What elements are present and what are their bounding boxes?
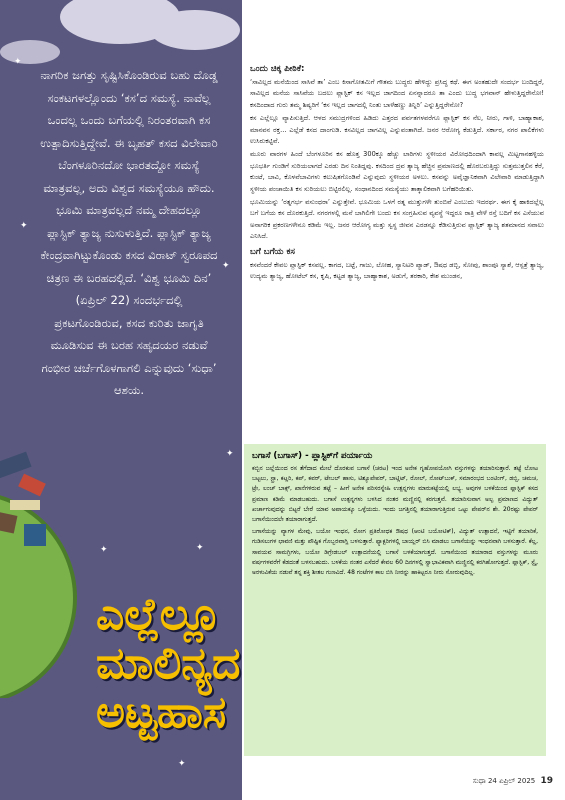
paragraph: ಕಸವೆಂದರೆ ಕೇವಲ ಪ್ಲಾಸ್ಟಿಕ್ ಕಸವಲ್ಲ. ಕಾಗದ, ಬಟ್ಟೆ, ಗಾಜು, ಲೋಹ, ಸ್ಯಾನಿಟರಿ ಪ್ಯಾಡ್, ಔಷಧ ಡಬ್ಬಿ, ಸೋಪು, ಶಾಂಪೂ ಸ್ಯಾಶೆ, ಆಸ್ಪತ್ರೆ ತ್ಯಾಜ್ಯ, ಉದ್ಯಮ ತ್ಯಾಜ್ಯ, ಹೋಟೆಲ್ ಕಸ, ಕೃಷಿ, ಕಟ್ಟಡ ತ್ಯಾಜ್ಯ, ಬಾಹ್ಯಾಕಾಶ, ಅಡುಗೆ, ತರಕಾರಿ, ಕೇಶ ಮುಂಡನ, [250, 260, 544, 281]
headline [96, 590, 242, 737]
sidebar-box-bagasse [244, 444, 546, 756]
earth-garbage-illustration [0, 448, 80, 698]
headline-line-2: ಮಾಲಿನ್ಯದ [96, 638, 241, 689]
star-icon: ✦ [222, 261, 230, 271]
section-heading-types: ಬಗೆ ಬಗೆಯ ಕಸ [250, 246, 295, 257]
star-icon: ✦ [14, 57, 22, 67]
paragraph: ಮೂರು ವಾರಗಳ ಹಿಂದೆ ಬೆಂಗಳೂರಿನ ಕಸ ಹೊತ್ತ 300ಕ್ಕೂ ಹೆಚ್ಚು ಲಾರಿಗಳು ಸ್ಥಳೀಯರ ವಿರೋಧದಿಂದಾಗಿ ಕಾವಲ್ಲ ಮಿಟ್ಟಗಾನಹಳ್ಳಿಯ ಭೂಭರ್ತಿ ಗುಂಡಿಗೆ ಸುರಿಯಲಾಗದೆ ಎರಡು ದಿನ ನಿಂತಿದ್ದವು. ಕಸದಿಂದ ದ್ರವ ತ್ಯಾಜ್ಯ ಹೆಚ್ಚಿನ ಪ್ರಮಾಣದಲ್ಲಿ ಹೊರಬರುತ್ತಿದ್ದು ಸುತ್ತಮುತ್ತಲಿನ ಕೆರೆ, ಕುಂಟೆ, ಬಾವಿ, ಕೊಳವೆಬಾವಿಗಳು ಕಲುಷಿತಗೊಂಡಿವೆ ಎನ್ನುವುದು ಸ್ಥಳೀಯರ ಅಳಲು. ಕಸವನ್ನು ಅವೈಜ್ಞಾನಿಕವಾಗಿ ವಿಲೇವಾರಿ ಮಾಡುತ್ತಿದ್ದಾಗಿ ಸ್ಥಳೀಯ ಪಂಚಾಯಿತಿ ಕಸ ಸುರಿಯಲು ಬಿಟ್ಟಿರಲಿಲ್ಲ. ಸಂಧಾನದಿಂದ ಸಮಸ್ಯೆಯು ತಾತ್ಕಾಲಿಕವಾಗಿ ಬಗೆಹರಿಯಿತು. [250, 150, 544, 193]
section-heading-intro: ಒಂದು ಚಿಕ್ಕ ಪೀಠಿಕೆ: [250, 64, 305, 74]
page-number: 19 [540, 776, 553, 786]
cloud-shape [0, 40, 60, 64]
article-column [250, 64, 544, 285]
star-icon: ✦ [226, 449, 234, 459]
star-icon: ✦ [20, 221, 28, 231]
box-paragraph: ಕಬ್ಬಿನ ಜಲ್ಲೆಯಿಂದ ರಸ ತೆಗೆದಾದ ಮೇಲೆ ದೊರಕುವ ಬಗಾಸೆ (ಚರಟ) ಇಂದ ಅನೇಕ ಗೃಹೋಪಯೋಗಿ ವಸ್ತುಗಳನ್ನು ತಯಾರಿಸುತ್ತಾರೆ. ತಟ್ಟೆ ಲೋಟ ಬಟ್ಟಲು, ಸ್ಟ್ರಾ, ಕಟ್ಲರಿ, ಕಪ್, ಕವರ್, ಟೇಬಲ್ ಹಾಸು, ಟಿಶ್ಯೂಪೇಪರ್, ಬಾಟ್ಲಿಟ್, ರೋಲ್, ನೋಟ್‌ಬುಕ್, ಸಮಾರಂಭದ ಬಂಟಿಂಗ್, ಡಬ್ಬಿ, ಚಮಚ, ಟ್ರೇ, ಲಂಚ್ ಬಾಕ್ಸ್, ಖಾನೆಗಳಿರುವ ತಟ್ಟೆ – ಹೀಗೆ ಅನೇಕ ಪರಿಸರಸ್ನೇಹಿ ಉತ್ಪನ್ನಗಳು ಮಾರುಕಟ್ಟೆಯಲ್ಲಿ ಲಭ್ಯ. ಅವುಗಳ ಬಳಕೆಯಿಂದ ಪ್ಲಾಸ್ಟಿಕ್ ಕಸದ ಪ್ರಮಾಣ ಕಡಿಮೆ ಮಾಡಬಹುದು. ಬಗಾಸೆ ಉತ್ಪನ್ನಗಳು ಬಳಸಿದ ನಂತರ ಮಣ್ಣಿನಲ್ಲಿ ಕರಗುತ್ತವೆ. ತಯಾರಿಸುವಾಗ ಅಲ್ಪ ಪ್ರಮಾಣದ ವಿದ್ಯುತ್ ಖರ್ಚಾಗುವುದನ್ನು ಬಿಟ್ಟರೆ ಬೇರೆ ಯಾವ ಅಪಾಯಕ್ಕೂ ಒಳ್ಳೆಯದು. ಇಂದು ಜಗತ್ತಿನಲ್ಲಿ ತಯಾರಾಗುತ್ತಿರುವ ಒಟ್ಟು ಪೇಪರ್‌ನ ಶೇ. 20ರಷ್ಟು ಪೇಪರ್ ಬಗಾಸೆಯಿಂದಲೇ ತಯಾರಾಗುತ್ತದೆ. [252, 465, 538, 524]
star-icon: ✦ [178, 759, 186, 769]
headline-line-3: ಅಟ್ಟಹಾಸ [96, 687, 227, 738]
paragraph: ‘ಸಾವಿಲ್ಲದ ಮನೆಯಿಂದ ಸಾಸಿವೆ ತಾ’ ಎಂಬ ಕಿಸಾಗೋತಮಿಗೆ ಗೌತಮ ಬುದ್ಧರು ಹೇಳಿದ್ದು ಪ್ರಸಿದ್ಧ ಕಥೆ. ಈಗ ಅಂತಹುದೇ ಸಂದರ್ಭ ಬಂದಿದ್ದರೆ, ಸಾವಿಲ್ಲದ ಮನೆಯ ಸಾಸಿವೆಯ ಬದಲು ಪ್ಲಾಸ್ಟಿಕ್ ಕಸ ಇಲ್ಲದ ಜಾಗದಿಂದ ಏನನ್ನಾದರೂ ತಾ ಎಂದು ಬುದ್ಧ ಭಗವಾನ್ ಹೇಳುತ್ತಿದ್ದರೇನೋ! ಕಸದಿಂದಾದ ಗುರು ತಮ್ಮ ಶಿಷ್ಯರಿಗೆ ‘ಕಸ ಇಲ್ಲದ ಜಾಗದಲ್ಲಿ ನಿಂತು ಬಾಳೆಹಣ್ಣು ತಿನ್ನಿರಿ’ ಎನ್ನುತ್ತಿದ್ದರೇನೋ? [250, 78, 544, 109]
intro-text: ನಾಗರಿಕ ಜಗತ್ತು ಸೃಷ್ಟಿಸಿಕೊಂಡಿರುವ ಬಹು ದೊಡ್ಡ ಸಂಕಟಗಳಲ್ಲೊಂದು ‘ಕಸ’ದ ಸಮಸ್ಯೆ. ನಾವೆಲ್ಲ ಒಂದಲ್ಲ ಒಂದು ಬಗೆಯಲ್ಲಿ ನಿರಂತರವಾಗಿ ಕಸ ಉತ್ಪಾದಿಸುತ್ತಿದ್ದೇವೆ. ಈ ಬೃಹತ್ ಕಸದ ವಿಲೇವಾರಿ ಬೆಂಗಳೂರಿನದೋ ಭಾರತದ್ದೋ ಸಮಸ್ಯೆ ಮಾತ್ರವಲ್ಲ, ಅದು ವಿಶ್ವದ ಸಮಸ್ಯೆಯೂ ಹೌದು. ಭೂಮಿ ಮಾತ್ರವಲ್ಲದೆ ನಮ್ಮ ದೇಹದಲ್ಲೂ ಪ್ಲಾಸ್ಟಿಕ್ ತ್ಯಾಜ್ಯ ನುಸುಳುತ್ತಿದೆ. ಪ್ಲಾಸ್ಟಿಕ್ ತ್ಯಾಜ್ಯ ಕೇಂದ್ರವಾಗಿಟ್ಟುಕೊಂಡು ಕಸದ ವಿರಾಟ್ ಸ್ವರೂಪದ ಚಿತ್ರಣ ಈ ಬರಹದಲ್ಲಿದೆ. ‘ವಿಶ್ವ ಭೂಮಿ ದಿನ’ (ಏಪ್ರಿಲ್ 22) ಸಂದರ್ಭದಲ್ಲಿ ಪ್ರಕಟಗೊಂಡಿರುವ, ಕಸದ ಕುರಿತು ಜಾಗೃತಿ ಮೂಡಿಸುವ ಈ ಬರಹ ಸಹೃದಯರ ನಡುವೆ ಗಂಭೀರ ಚರ್ಚೆಗೊಳಗಾಗಲಿ ಎನ್ನುವುದು ‘ಸುಧಾ’ ಆಶಯ. [40, 68, 218, 397]
page-footer [473, 776, 553, 786]
paragraph: ಕಸ ಎಲ್ಲೆಲ್ಲೂ ವ್ಯಾಪಿಸುತ್ತಿದೆ. ಆಳದ ಸಮುದ್ರಗಳಿಂದ ಹಿಡಿದು ಎತ್ತರದ ಪರ್ವತಗಳವರೆಗೂ ಪ್ಲಾಸ್ಟಿಕ್ ಕಸ ನೆಲ, ನೀರು, ಗಾಳಿ, ಬಾಹ್ಯಾಕಾಶ, ಮಾನವನ ರಕ್ತ... ಎಲ್ಲೆಡೆ ಕಸದ ದಾಂಗುಡಿ. ಕಸವಿಲ್ಲದ ಜಾಗವಿಲ್ಲ ಎನ್ನುವಂತಾಗಿದೆ. ಜನರ ಆರೋಗ್ಯ ಕೆಡುತ್ತಿದೆ. ಸರ್ಕಾರ, ನಗರ ಪಾಲಿಕೆಗಳು ಉಸಿರುಕಟ್ಟಿವೆ. [250, 114, 544, 146]
cloud-shape [150, 10, 240, 50]
box-paragraph: ಬಗಾಸೆಯನ್ನು ವ್ಯಾಗಳ ಮೇವು, ಬಯೋ ಇಂಧನ, ರೋಗ ಪ್ರತಿರೋಧಕ ಔಷಧ (ಆಂಟಿ ಬಯೋಟಿಕ್), ವಿದ್ಯುತ್ ಉತ್ಪಾದನೆ, ಇಟ್ಟಿಗೆ ತಯಾರಿಕೆ, ಗುಡಿಸಲುಗಳ ಛಾವಣಿ ಮತ್ತು ಪೌಷ್ಟಿಕ ಗೊಬ್ಬರವಾಗ್ಲಿ ಬಳಸುತ್ತಾರೆ. ಫ್ಯಾಕ್ಟರಿಗಳಲ್ಲಿ ಬಾಯ್ಲರ್ ಬಿಸಿ ಮಾಡಲು ಬಗಾಸೆಯನ್ನು ಇಂಧನವಾಗಿ ಬಳಸುತ್ತಾರೆ. ಕೆಲ್ಲ, ಸಾವಯವ ಸಾಮಗ್ರಿಗಳು, ಬಯೋ ಡಿಗ್ರೇಡಬಲ್ ಉತ್ಪಾದನೆಯಲ್ಲಿ ಬಗಾಸೆ ಬಳಕೆಯಾಗುತ್ತದೆ. ಬಗಾಸೆಯಿಂದ ತಯಾರಾದ ವಸ್ತುಗಳನ್ನು ಮೂರು ವರ್ಷಗಳವರೆಗೆ ಕೆಡದಂತೆ ಬಳಸಬಹುದು. ಬಳಕೆಯ ನಂತರ ಎಸೆದರೆ ಕೇವಲ 60 ದಿನಗಳಲ್ಲಿ ಸ್ವಾಭಾವಿಕವಾಗಿ ಮಣ್ಣಿನಲ್ಲಿ ಕರಗಿಹೋಗುತ್ತದೆ. ಪ್ಲಾಸ್ಟಿಕ್, ಸ್ಟೈ, ಅರಳುವಿಕೆಯ ನಡುವೆ ತನ್ನ ಶಕ್ತಿ ಶೀತಲ ಗುಣವಿದೆ. 48 ಗಂಟೆಗಳ ಕಾಲ ಬಿಸಿ ನೀರನ್ನು ಹಾಕಿಟ್ಟರೂ ನೀರು ಸೋರುವುದಿಲ್ಲ. [252, 528, 538, 577]
footer-magazine-date: ಸುಧಾ 24 ಏಪ್ರಿಲ್ 2025 [472, 777, 536, 785]
paragraph: ಭೂಮಿಯನ್ನು ‘ರತ್ನಗರ್ಭ ವಸುಂಧರಾ’ ಎನ್ನುತ್ತೇವೆ. ಭೂಮಿಯ ಒಳಗೆ ರತ್ನ ಮುತ್ತುಗಳೇ ತುಂಬಿವೆ ಎಂಬುದು ಇದರರ್ಥ. ಈಗ ಕೈ ಹಾಕಿದಲ್ಲೆಲ್ಲ ಬಗೆ ಬಗೆಯ ಕಸ ದೊರಕುತ್ತಿದೆ. ನಗರಗಳಲ್ಲಿ ಮನೆ ಬಾಗಿಲಿಗೇ ಬಂದು ಕಸ ಸಂಗ್ರಹಿಸುವ ವ್ಯವಸ್ಥೆ ಇದ್ದರೂ ರಾತ್ರಿ ವೇಳೆ ರಸ್ತೆ ಬದಿಗೆ ಕಸ ಎಸೆಯುವ ಅನಾಗರಿಕ ಪ್ರಕರಣಗಳೇನೂ ಕಡಿಮೆ ಇಲ್ಲ. ಜನರ ಆರೋಗ್ಯ ಮತ್ತು ಸ್ವಸ್ಥ ಜೀವನ ಎರಡನ್ನೂ ಕೆಡಿಸುತ್ತಿರುವ ಪ್ಲಾಸ್ಟಿಕ್ ತ್ಯಾಜ್ಯ ಶತಮಾನದ ಸವಾಲು ಎನಿಸಿದೆ. [250, 198, 544, 241]
star-icon: ✦ [196, 543, 204, 553]
star-icon: ✦ [100, 545, 108, 555]
headline-line-1: ಎಲ್ಲೆಲ್ಲೂ [96, 589, 222, 640]
box-title: ಬಗಾಸೆ (ಬಗಾಸ್) - ಪ್ಲಾಸ್ಟಿಕ್‌ಗೆ ಪರ್ಯಾಯ [252, 451, 373, 461]
left-panel [0, 0, 242, 800]
